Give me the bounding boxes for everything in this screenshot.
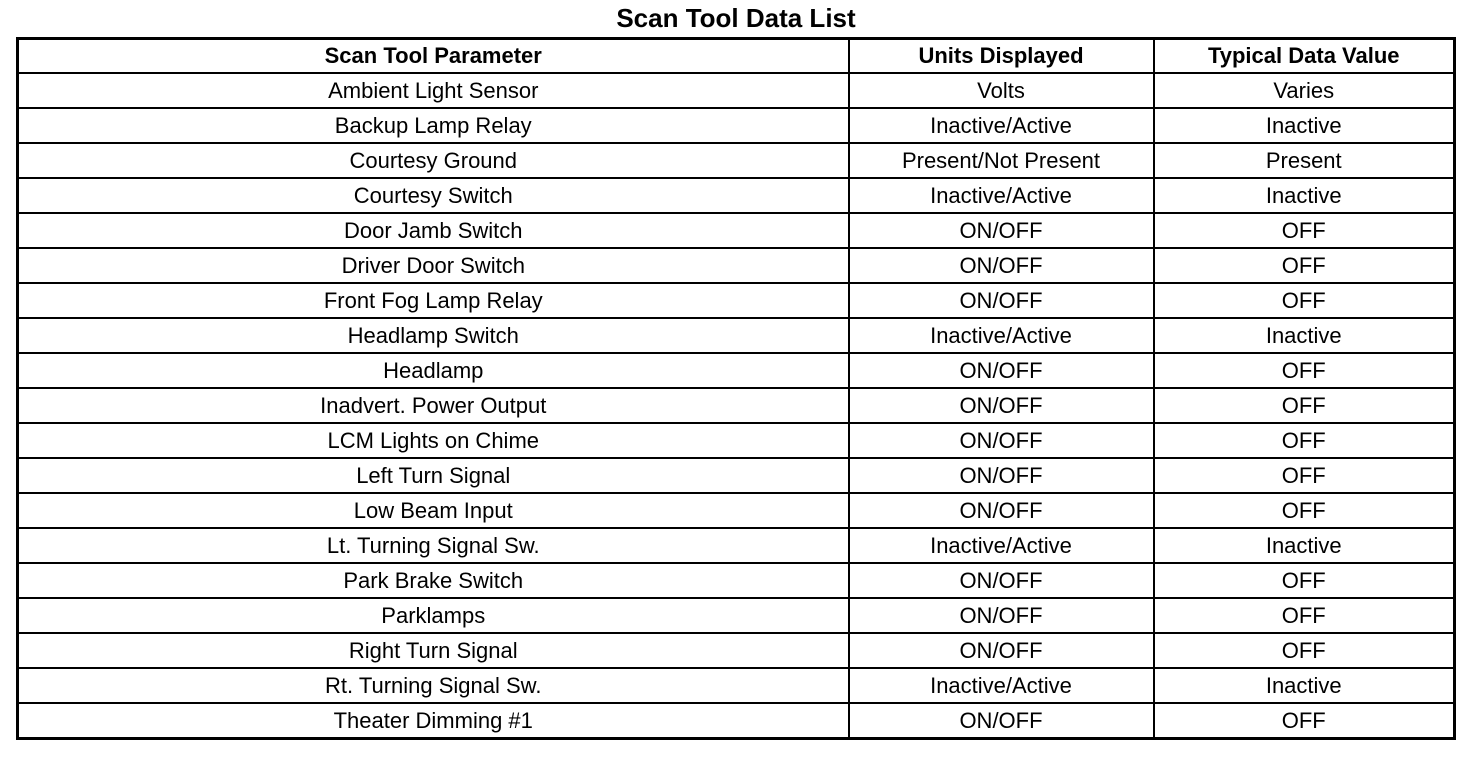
table-row [18,458,1455,493]
scan-tool-data-table [16,37,1456,740]
parameter-cell: Rt. Turning Signal Sw. [18,668,849,703]
table-header-row [18,39,1455,74]
parameter-cell: Backup Lamp Relay [18,108,849,143]
parameter-cell: Low Beam Input [18,493,849,528]
parameter-cell: Park Brake Switch [18,563,849,598]
parameter-cell: Parklamps [18,598,849,633]
typical-value-cell: Inactive [1154,178,1455,213]
parameter-cell: Courtesy Ground [18,143,849,178]
table-row [18,248,1455,283]
typical-value-cell: OFF [1154,423,1455,458]
units-cell: ON/OFF [849,248,1154,283]
typical-value-cell: OFF [1154,493,1455,528]
typical-value-cell: Present [1154,143,1455,178]
column-header-parameter: Scan Tool Parameter [18,39,849,74]
typical-value-cell: Inactive [1154,108,1455,143]
units-cell: ON/OFF [849,353,1154,388]
parameter-cell: Ambient Light Sensor [18,73,849,108]
parameter-cell: Door Jamb Switch [18,213,849,248]
table-row [18,318,1455,353]
column-header-units: Units Displayed [849,39,1154,74]
typical-value-cell: OFF [1154,633,1455,668]
parameter-cell: Courtesy Switch [18,178,849,213]
units-cell: Inactive/Active [849,668,1154,703]
typical-value-cell: OFF [1154,563,1455,598]
units-cell: ON/OFF [849,283,1154,318]
units-cell: ON/OFF [849,213,1154,248]
parameter-cell: Front Fog Lamp Relay [18,283,849,318]
table-row [18,388,1455,423]
units-cell: ON/OFF [849,388,1154,423]
units-cell: Inactive/Active [849,528,1154,563]
typical-value-cell: Inactive [1154,318,1455,353]
units-cell: Inactive/Active [849,318,1154,353]
table-row [18,703,1455,739]
parameter-cell: Theater Dimming #1 [18,703,849,739]
typical-value-cell: OFF [1154,458,1455,493]
typical-value-cell: Varies [1154,73,1455,108]
table-row [18,143,1455,178]
units-cell: ON/OFF [849,633,1154,668]
typical-value-cell: OFF [1154,213,1455,248]
table-row [18,668,1455,703]
page-title: Scan Tool Data List [616,3,856,33]
table-row [18,493,1455,528]
table-row [18,108,1455,143]
parameter-cell: LCM Lights on Chime [18,423,849,458]
typical-value-cell: OFF [1154,598,1455,633]
typical-value-cell: OFF [1154,388,1455,423]
parameter-cell: Driver Door Switch [18,248,849,283]
typical-value-cell: OFF [1154,703,1455,739]
table-row [18,178,1455,213]
table-row [18,633,1455,668]
typical-value-cell: Inactive [1154,528,1455,563]
typical-value-cell: OFF [1154,283,1455,318]
units-cell: ON/OFF [849,598,1154,633]
units-cell: Volts [849,73,1154,108]
units-cell: Present/Not Present [849,143,1154,178]
parameter-cell: Right Turn Signal [18,633,849,668]
units-cell: ON/OFF [849,458,1154,493]
units-cell: ON/OFF [849,423,1154,458]
typical-value-cell: OFF [1154,353,1455,388]
table-row [18,423,1455,458]
typical-value-cell: Inactive [1154,668,1455,703]
parameter-cell: Lt. Turning Signal Sw. [18,528,849,563]
units-cell: ON/OFF [849,493,1154,528]
parameter-cell: Left Turn Signal [18,458,849,493]
units-cell: ON/OFF [849,563,1154,598]
table-row [18,283,1455,318]
table-row [18,213,1455,248]
table-row [18,598,1455,633]
table-row [18,73,1455,108]
column-header-typical-value: Typical Data Value [1154,39,1455,74]
table-row [18,353,1455,388]
units-cell: Inactive/Active [849,108,1154,143]
units-cell: ON/OFF [849,703,1154,739]
parameter-cell: Headlamp Switch [18,318,849,353]
parameter-cell: Headlamp [18,353,849,388]
units-cell: Inactive/Active [849,178,1154,213]
parameter-cell: Inadvert. Power Output [18,388,849,423]
table-row [18,528,1455,563]
table-row [18,563,1455,598]
table-body [18,73,1455,739]
typical-value-cell: OFF [1154,248,1455,283]
